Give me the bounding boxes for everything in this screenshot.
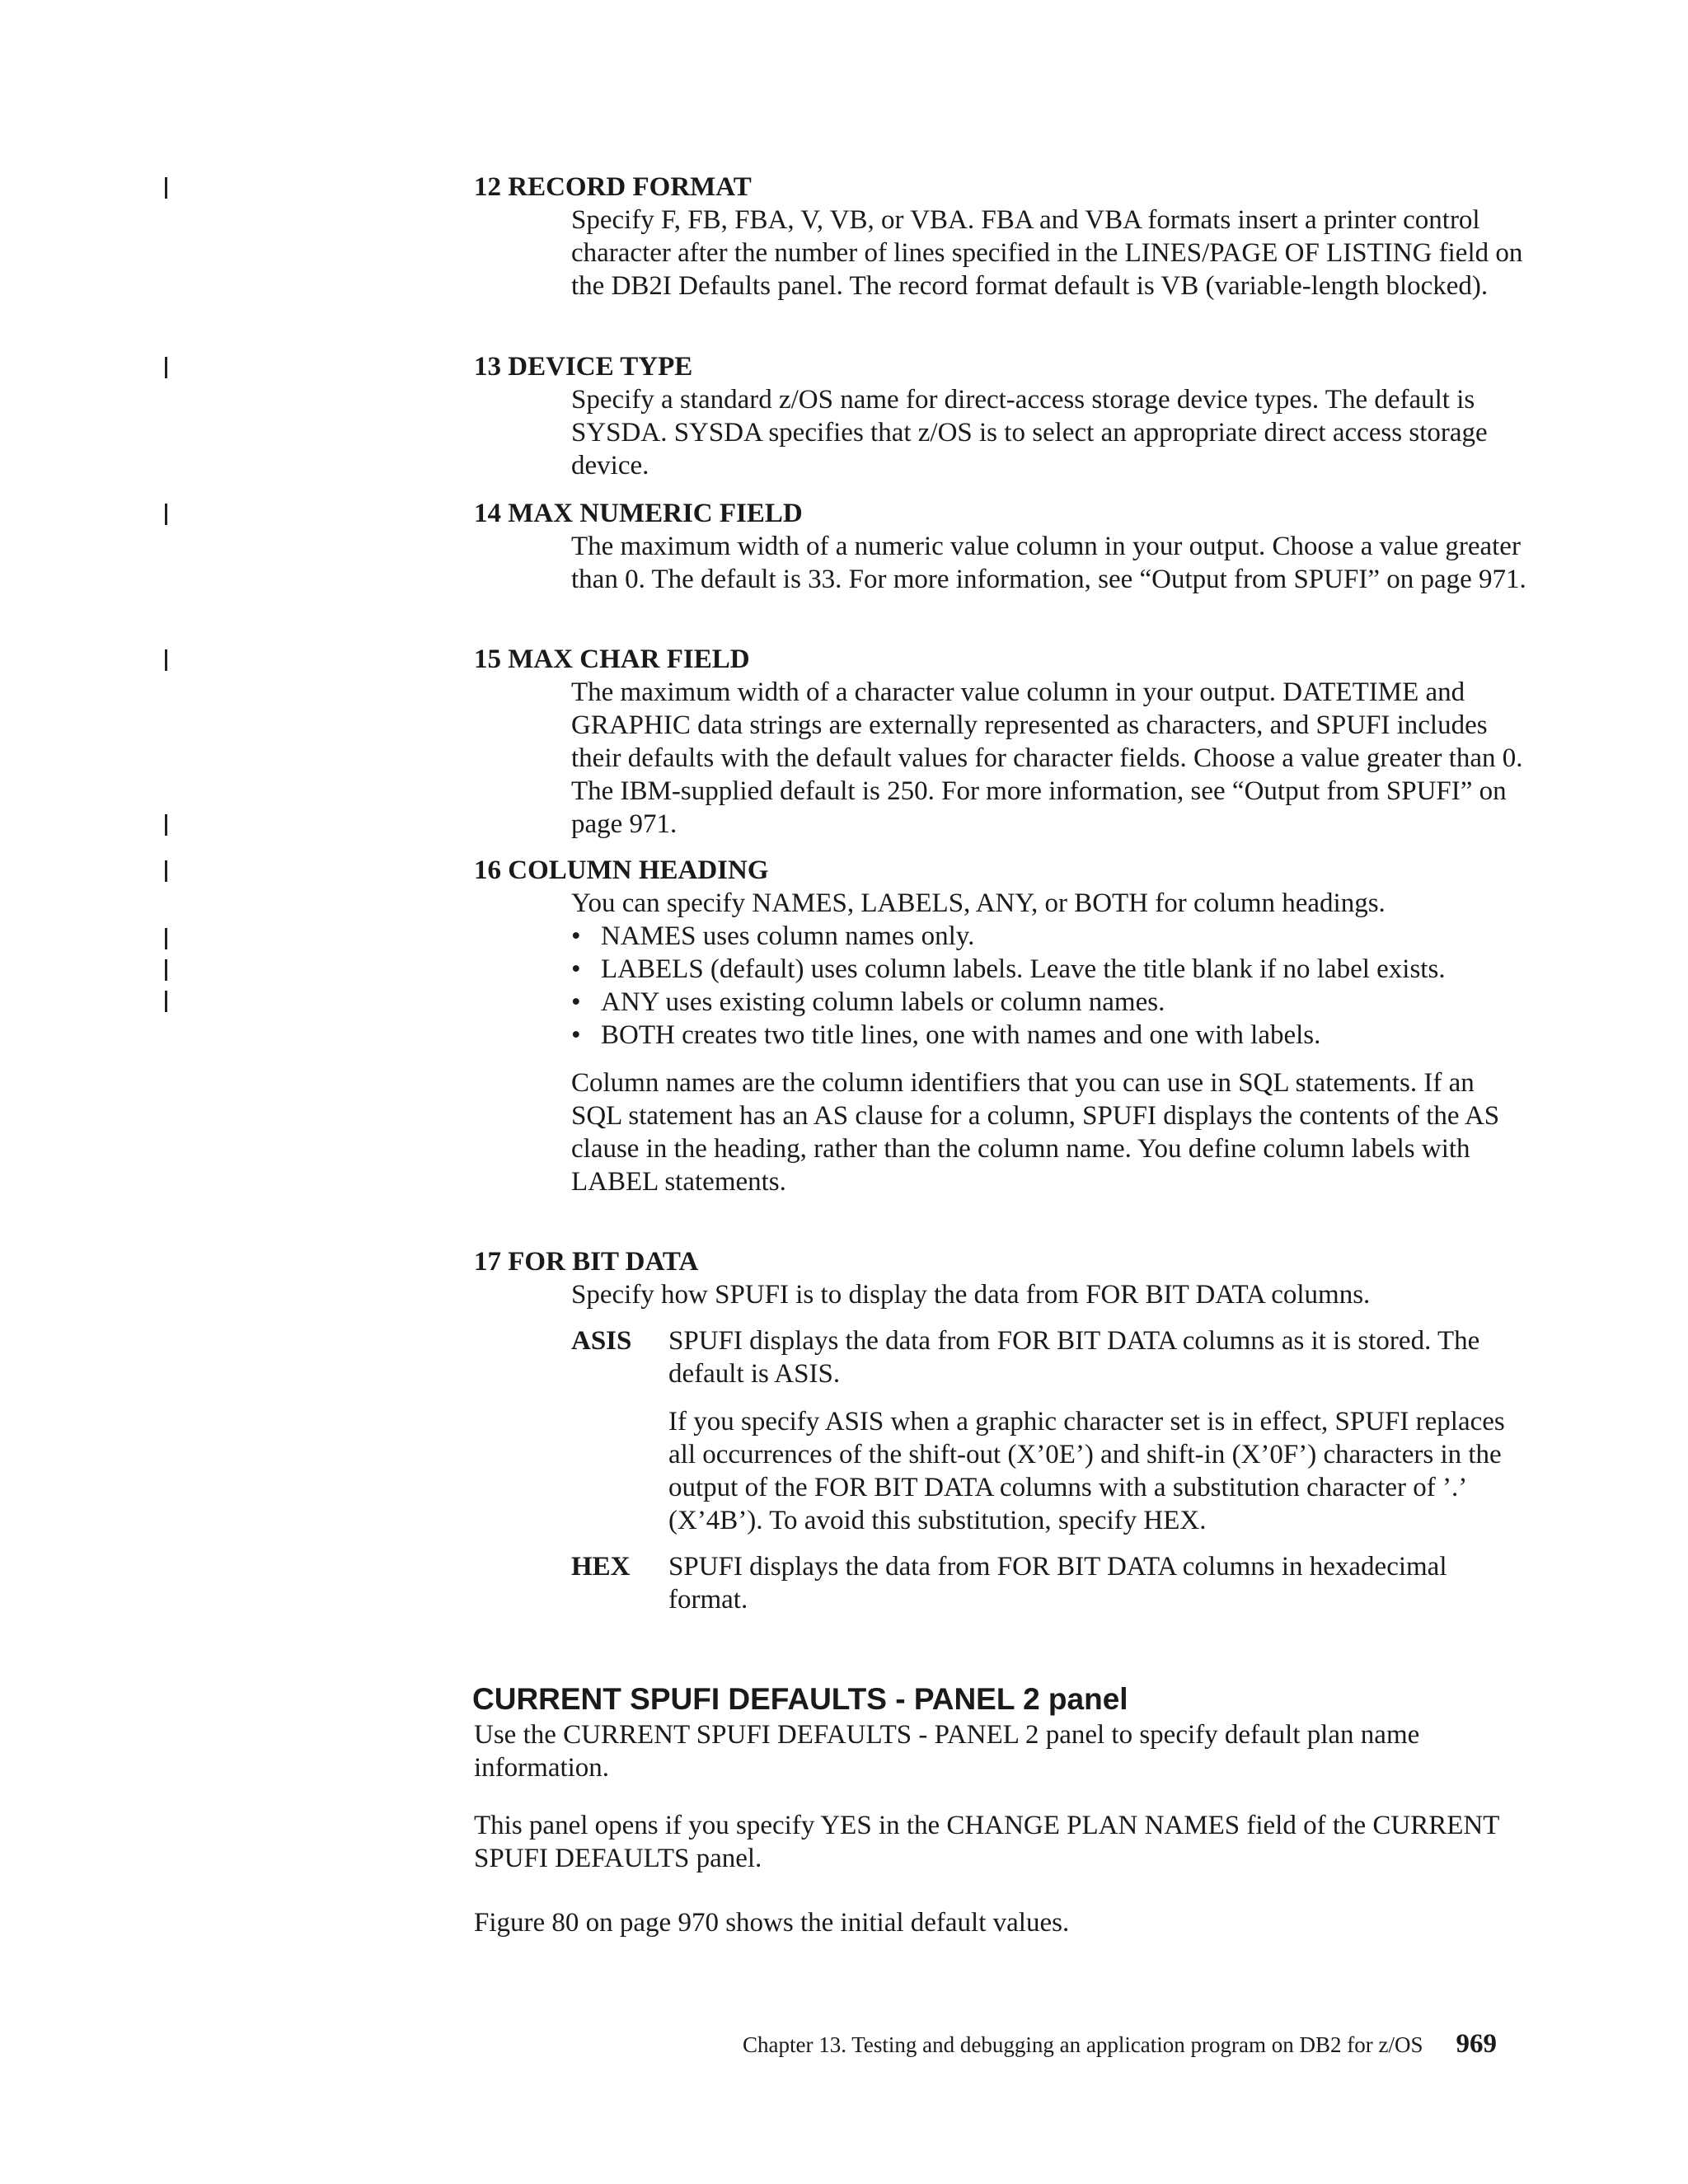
entry-description: Specify a standard z/OS name for direct-access storage device types. The default is SYSDA. SYSDA specifies that z/OS is to select an appropriate direct access storage device. [571,385,1488,480]
list-item: • LABELS (default) uses column labels. Leave the title blank if no label exists. [571,953,1529,986]
option-row [571,1324,1529,1537]
definition-entry [474,854,1529,1198]
change-bar [165,814,167,836]
body-paragraph: This panel opens if you specify YES in the CHANGE PLAN NAMES field of the CURRENT SPUFI DEFAULTS panel. [474,1811,1499,1873]
change-bar [165,959,167,981]
change-bar [165,991,167,1012]
option-description: SPUFI displays the data from FOR BIT DATA columns as it is stored. The default is ASIS. [668,1326,1480,1389]
entry-description: Specify F, FB, FBA, V, VB, or VBA. FBA and VBA formats insert a printer control character after the number of lines specified in the LINES/PAGE OF LISTING field on the DB2I Defaults panel. The record format default is VB (variable-length blocked). [571,205,1523,301]
entry-description: The maximum width of a character value column in your output. DATETIME and GRAPHIC data strings are externally represented as characters, and SPUFI includes their defaults with the default values for character fields. Choose a value greater than 0. The IBM-supplied default is 250. For more information, see “Output from SPUFI” on page 971. [571,677,1523,839]
option-row [571,1550,1529,1616]
entry-description: The maximum width of a numeric value column in your output. Choose a value greater than 0. The default is 33. For more information, see “Output from SPUFI” on page 971. [571,532,1526,594]
option-term: HEX [571,1552,631,1582]
option-list [571,1324,1529,1616]
entry-term: 13 DEVICE TYPE [474,352,693,382]
entry-term: 17 FOR BIT DATA [474,1247,699,1277]
definition-entry [474,350,1529,482]
entry-term: 14 MAX NUMERIC FIELD [474,499,803,528]
change-bar [165,357,167,378]
page-number: 969 [1456,2029,1497,2059]
definition-entry [474,643,1529,841]
change-bar [165,177,167,199]
entry-description: Column names are the column identifiers that you can use in SQL statements. If an SQL statement has an AS clause for a column, SPUFI displays the contents of the AS clause in the heading, rather than the column name. You define column labels with LABEL statements. [571,1068,1500,1197]
entry-term: 12 RECORD FORMAT [474,172,752,202]
change-bar [165,504,167,525]
bullet-list [571,920,1529,1052]
entry-intro: Specify how SPUFI is to display the data from FOR BIT DATA columns. [571,1280,1371,1310]
list-item: • NAMES uses column names only. [571,920,1529,953]
section-title: CURRENT SPUFI DEFAULTS - PANEL 2 panel [472,1682,1128,1716]
definition-entry [474,1245,1529,1616]
option-term: ASIS [571,1326,632,1356]
body-paragraph: Use the CURRENT SPUFI DEFAULTS - PANEL 2 panel to specify default plan name information. [474,1720,1420,1783]
page-footer [743,2029,1497,2060]
list-item: • ANY uses existing column labels or column names. [571,986,1529,1019]
change-bar [165,860,167,882]
definition-entry [474,497,1529,596]
list-item: • BOTH creates two title lines, one with names and one with labels. [571,1019,1529,1052]
entry-term: 16 COLUMN HEADING [474,855,769,885]
definition-entry [474,171,1529,302]
chapter-title: Chapter 13. Testing and debugging an application program on DB2 for z/OS [743,2032,1423,2057]
option-description: SPUFI displays the data from FOR BIT DATA columns in hexadecimal format. [668,1552,1447,1615]
change-bar [165,649,167,671]
body-paragraph: Figure 80 on page 970 shows the initial default values. [474,1908,1070,1938]
entry-term: 15 MAX CHAR FIELD [474,644,750,674]
change-bar [165,928,167,949]
entry-intro: You can specify NAMES, LABELS, ANY, or BOTH for column headings. [571,888,1386,918]
option-description: If you specify ASIS when a graphic character set is in effect, SPUFI replaces all occurrences of the shift-out (X’0E’) and shift-in (X’0F’) characters in the output of the FOR BIT DATA columns with a substitution character of ’.’ (X’4B’). To avoid this substitution, specify HEX. [668,1407,1505,1535]
